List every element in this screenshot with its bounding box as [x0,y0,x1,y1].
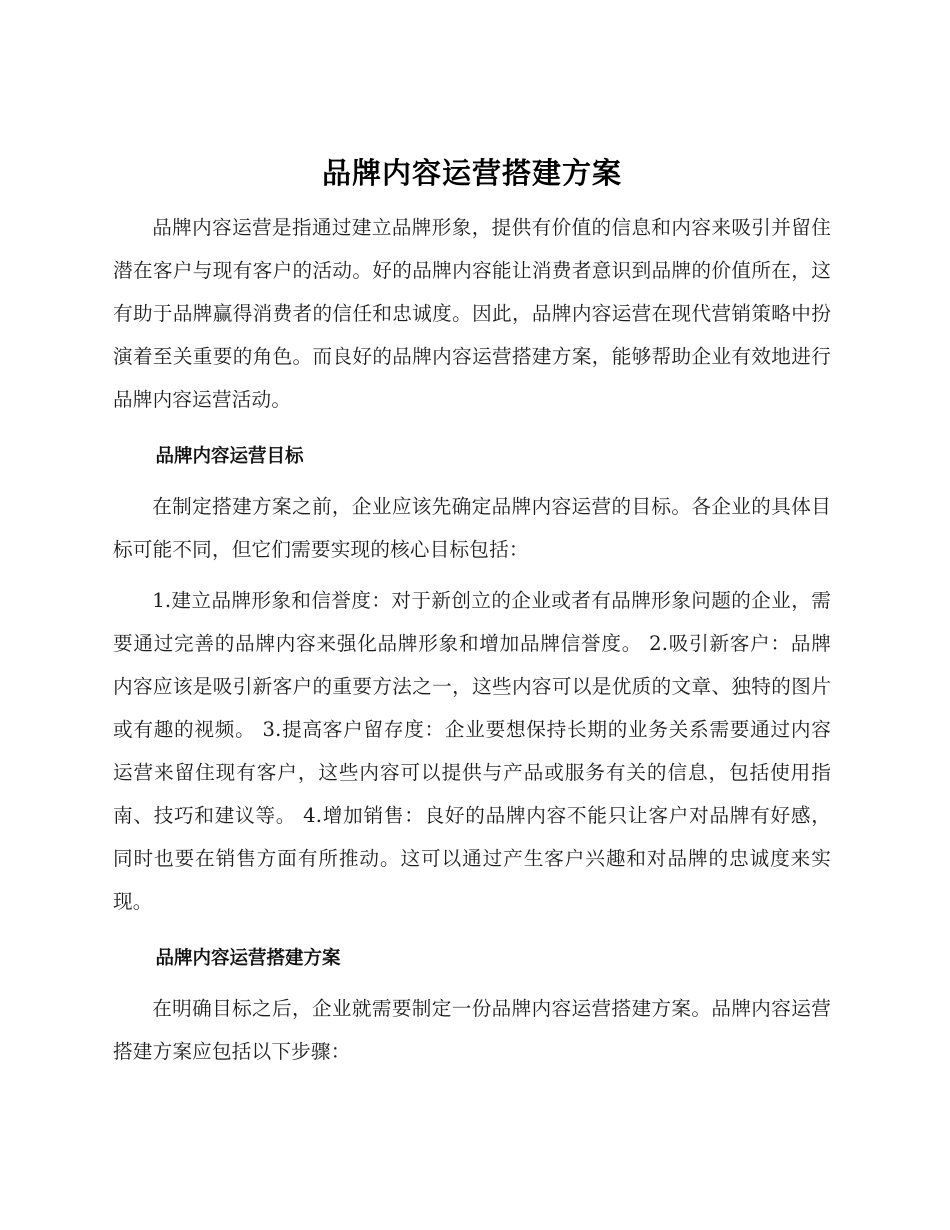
document-body [113,150,831,1073]
plan-paragraph: 在明确目标之后，企业就需要制定一份品牌内容运营搭建方案。品牌内容运营搭建方案应包括以下步骤： [113,997,831,1063]
intro-paragraph: 品牌内容运营是指通过建立品牌形象，提供有价值的信息和内容来吸引并留住潜在客户与现有客户的活动。好的品牌内容能让消费者意识到品牌的价值所在，这有助于品牌赢得消费者的信任和忠诚度。因此，品牌内容运营在现代营销策略中扮演着至关重要的角色。而良好的品牌内容运营搭建方案，能够帮助企业有效地进行品牌内容运营活动。 [113,216,831,411]
section-heading-goals: 品牌内容运营目标 [155,446,304,467]
goals-paragraph: 在制定搭建方案之前，企业应该先确定品牌内容运营的目标。各企业的具体目标可能不同，但它们需要实现的核心目标包括： [113,495,831,561]
section-heading-plan: 品牌内容运营搭建方案 [155,948,341,969]
goals-list-paragraph: 1.建立品牌形象和信誉度：对于新创立的企业或者有品牌形象问题的企业，需要通过完善的品牌内容来强化品牌形象和增加品牌信誉度。 2.吸引新客户：品牌内容应该是吸引新客户的重要方法之一，这些内容可以是优质的文章、独特的图片或有趣的视频。 3.提高客户留存度：企业要想保持长期的业务关系需要通过内容运营来留住现有客户，这些内容可以提供与产品或服务有关的信息，包括使用指南、技巧和建议等。 4.增加销售：良好的品牌内容不能只让客户对品牌有好感，同时也要在销售方面有所推动。这可以通过产生客户兴趣和对品牌的忠诚度来实现。 [113,589,831,913]
document-title: 品牌内容运营搭建方案 [321,156,622,190]
